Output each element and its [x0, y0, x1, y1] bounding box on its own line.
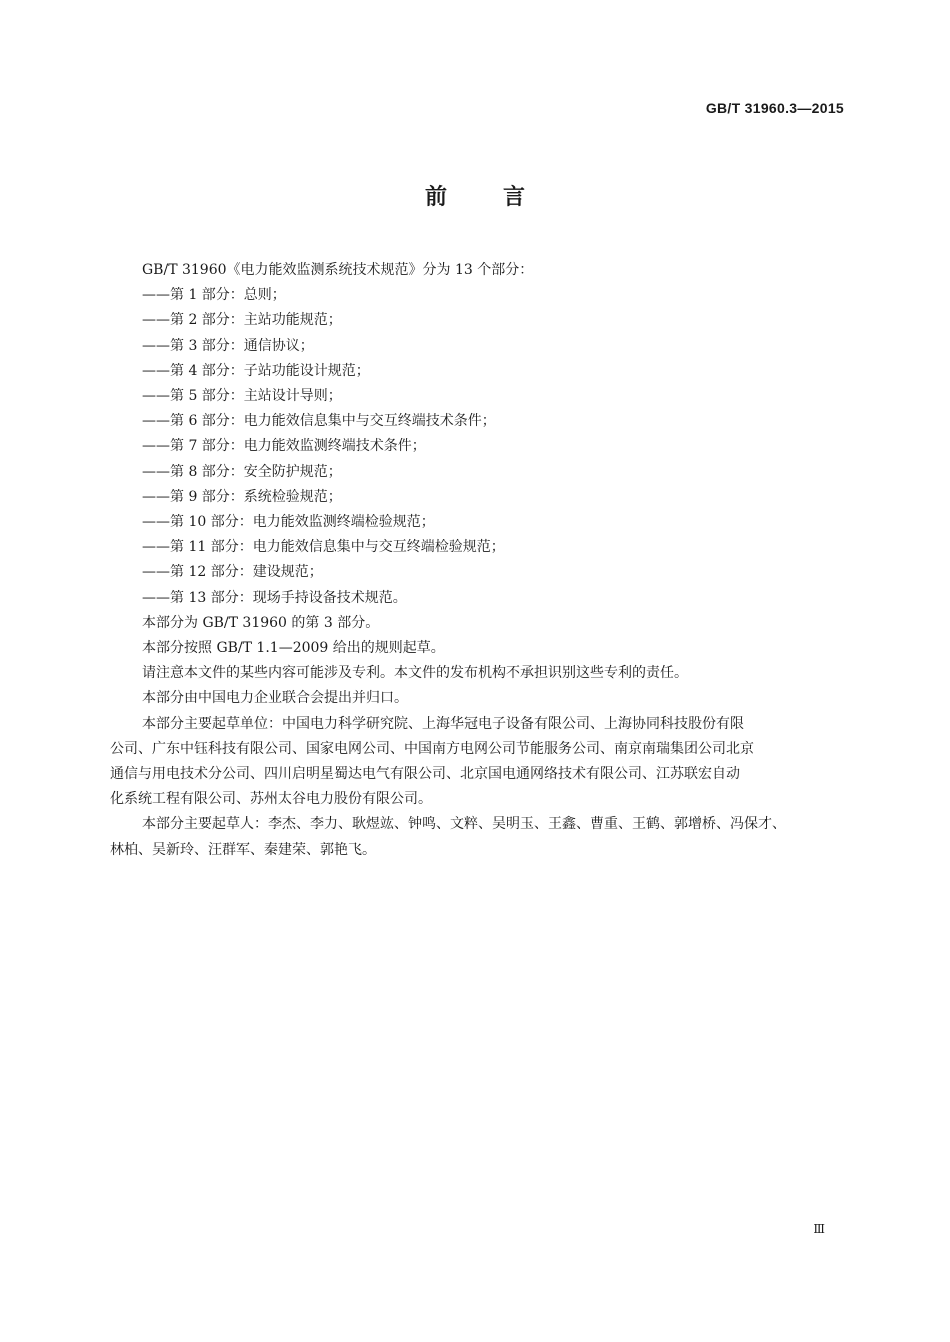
- list-item: ——第 2 部分：主站功能规范；: [142, 312, 342, 329]
- document-body: [110, 258, 845, 863]
- list-item: ——第 9 部分：系统检验规范；: [142, 488, 342, 505]
- list-item: ——第 8 部分：安全防护规范；: [142, 463, 342, 480]
- list-item: ——第 10 部分：电力能效监测终端检验规范；: [142, 514, 435, 531]
- patent-notice: 请注意本文件的某些内容可能涉及专利。本文件的发布机构不承担识别这些专利的责任。: [142, 665, 688, 682]
- paragraph-line: 公司、广东中钰科技有限公司、国家电网公司、中国南方电网公司节能服务公司、南京南瑞集团公司北京: [110, 740, 754, 757]
- drafting-rules-statement: 本部分按照 GB/T 1.1—2009 给出的规则起草。: [142, 640, 445, 657]
- paragraph-line: 本部分主要起草单位：中国电力科学研究院、上海华冠电子设备有限公司、上海协同科技股份有限: [142, 715, 744, 732]
- list-item: ——第 6 部分：电力能效信息集中与交互终端技术条件；: [142, 413, 496, 430]
- list-item: ——第 3 部分：通信协议；: [142, 337, 314, 354]
- list-item: ——第 7 部分：电力能效监测终端技术条件；: [142, 438, 426, 455]
- intro-paragraph: GB/T 31960《电力能效监测系统技术规范》分为 13 个部分：: [142, 262, 534, 278]
- paragraph-line: 林柏、吴新玲、汪群军、秦建荣、郭艳飞。: [110, 841, 376, 858]
- list-item: ——第 1 部分：总则；: [142, 287, 286, 304]
- paragraph-line: 通信与用电技术分公司、四川启明星蜀达电气有限公司、北京国电通网络技术有限公司、江苏联宏自动: [110, 766, 740, 783]
- page-title: 前言: [424, 185, 581, 210]
- parts-list: [110, 283, 845, 611]
- drafting-units-paragraph: [110, 712, 845, 813]
- list-item: ——第 13 部分：现场手持设备技术规范。: [142, 589, 407, 606]
- list-item: ——第 4 部分：子站功能设计规范；: [142, 362, 370, 379]
- part-statement: 本部分为 GB/T 31960 的第 3 部分。: [142, 614, 380, 631]
- proposer-statement: 本部分由中国电力企业联合会提出并归口。: [142, 690, 408, 707]
- paragraph-line: 本部分主要起草人：李杰、李力、耿煜竑、钟鸣、文粹、吴明玉、王鑫、曹重、王鹤、郭增桥、冯保才、: [142, 816, 786, 833]
- list-item: ——第 5 部分：主站设计导则；: [142, 388, 342, 405]
- list-item: ——第 12 部分：建设规范；: [142, 564, 323, 581]
- drafters-paragraph: [110, 812, 845, 862]
- paragraph-line: 化系统工程有限公司、苏州太谷电力股份有限公司。: [110, 791, 432, 808]
- list-item: ——第 11 部分：电力能效信息集中与交互终端检验规范；: [142, 539, 505, 556]
- page-number: Ⅲ: [813, 1222, 825, 1236]
- standard-code: GB/T 31960.3—2015: [705, 100, 844, 116]
